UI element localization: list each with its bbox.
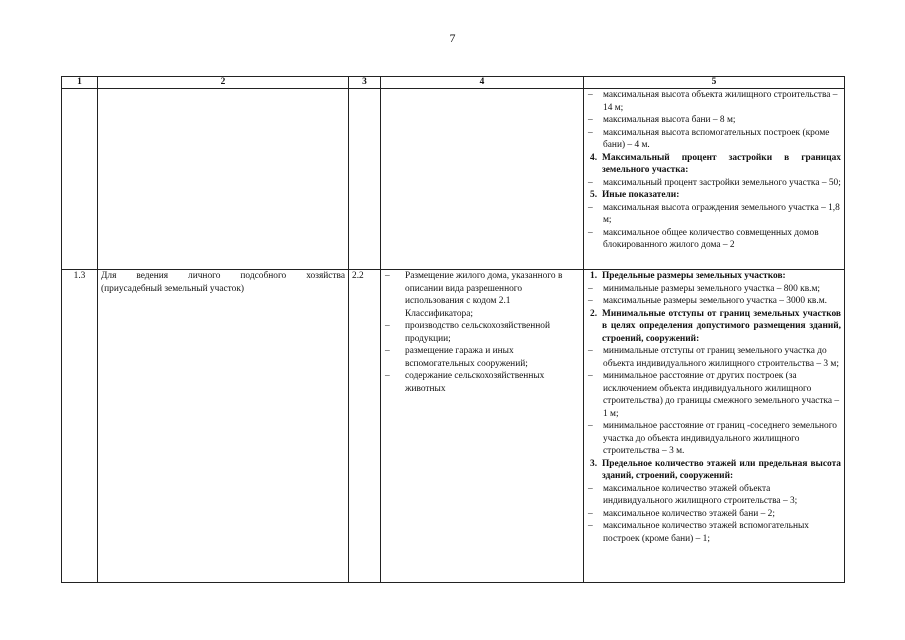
heading-number: 1. [590, 271, 598, 281]
page-number: 7 [449, 31, 456, 45]
list-item [587, 345, 841, 370]
list-item [587, 483, 841, 508]
parameter-heading [587, 308, 841, 346]
cell-empty-4 [381, 89, 584, 270]
cell-empty-2 [98, 89, 349, 270]
list-item [587, 89, 841, 114]
dash-bullet: – [588, 483, 593, 494]
header-col-5: 5 [584, 77, 845, 89]
header-col-2: 2 [98, 77, 349, 89]
heading-number: 2. [590, 308, 598, 319]
use-description-item [384, 320, 580, 345]
use-description-text: производство сельскохозяйственной продукции; [405, 321, 550, 344]
parameter-heading [587, 270, 841, 283]
list-item-text: максимальное количество этажей объекта индивидуального жилищного строительства – 3; [603, 483, 798, 506]
dash-bullet: – [588, 115, 593, 125]
dash-bullet: – [588, 127, 593, 138]
table-row-1-3 [62, 270, 845, 583]
dash-bullet: – [588, 521, 593, 531]
dash-bullet: – [588, 283, 593, 294]
dash-bullet: – [588, 177, 593, 188]
use-description-item [384, 345, 580, 370]
header-col-4: 4 [381, 77, 584, 89]
dash-bullet: – [385, 321, 390, 331]
dash-bullet: – [588, 346, 593, 356]
dash-bullet: – [385, 346, 390, 356]
header-col-1: 1 [62, 77, 98, 89]
list-item [587, 202, 841, 227]
use-description-text: Размещение жилого дома, указанного в описании вида разрешенного использования с кодом 2.1 Классификатора; [405, 271, 563, 319]
list-item-text: максимальное общее количество совмещенных домов блокированного жилого дома – 2 [603, 227, 819, 250]
list-item [587, 508, 841, 521]
dash-bullet: – [385, 271, 390, 281]
list-item [587, 370, 841, 420]
list-item-text: максимальная высота вспомогательных построек (кроме бани) – 4 м. [603, 127, 830, 150]
list-item [587, 114, 841, 127]
dash-bullet: – [588, 508, 593, 519]
land-use-name-line-1: Для ведения личного подсобного хозяйства [101, 271, 345, 281]
heading-text: Минимальные отступы от границ земельных участков в целях определения допустимого размещения зданий, строений, сооружений: [602, 308, 841, 344]
list-item-text: максимальная высота бани – 8 м; [603, 115, 736, 125]
dash-bullet: – [588, 202, 593, 213]
cell-empty-1 [62, 89, 98, 270]
use-description-item [384, 370, 580, 395]
dash-bullet: – [588, 90, 593, 100]
dash-bullet: – [588, 227, 593, 238]
use-description-text: размещение гаража и иных вспомогательных сооружений; [405, 346, 528, 369]
table-row-continuation [62, 89, 845, 270]
list-item [587, 127, 841, 152]
list-item [587, 520, 841, 545]
cell-parameters [584, 270, 845, 583]
list-item [587, 295, 841, 308]
table-header-row [62, 77, 845, 89]
heading-text: Предельные размеры земельных участков: [602, 271, 786, 281]
dash-bullet: – [385, 371, 390, 381]
list-item-text: максимальная высота ограждения земельного участка – 1,8 м; [603, 202, 840, 225]
row-number: 1.3 [62, 270, 98, 583]
land-use-name-line-2: (приусадебный земельный участок) [101, 283, 244, 294]
list-item-text: максимальное количество этажей вспомогательных построек (кроме бани) – 1; [603, 521, 809, 544]
land-use-description [381, 270, 584, 583]
classifier-code: 2.2 [349, 270, 381, 583]
use-description-item [384, 270, 580, 320]
list-item [587, 283, 841, 296]
list-item-text: максимальные размеры земельного участка – 3000 кв.м. [603, 296, 827, 306]
heading-number: 4. [590, 152, 598, 163]
header-col-3: 3 [349, 77, 381, 89]
list-item [587, 177, 841, 190]
use-description-text: содержание сельскохозяйственных животных [405, 371, 545, 394]
list-item-text: минимальные размеры земельного участка – 800 кв.м; [603, 283, 821, 294]
list-item-text: максимальная высота объекта жилищного строительства – 14 м; [603, 90, 838, 113]
list-item-text: максимальный процент застройки земельного участка – 50; [603, 177, 841, 188]
list-item-text: максимальное количество этажей бани – 2; [603, 508, 775, 519]
heading-text: Максимальный процент застройки в границах земельного участка: [602, 152, 841, 175]
dash-bullet: – [588, 421, 593, 431]
cell-empty-3 [349, 89, 381, 270]
zoning-table [61, 76, 845, 583]
list-item [587, 227, 841, 252]
dash-bullet: – [588, 296, 593, 306]
cell-parameters-continued [584, 89, 845, 270]
list-item [587, 420, 841, 458]
parameter-heading [587, 458, 841, 483]
heading-text: Предельное количество этажей или предельная высота зданий, строений, сооружений: [602, 458, 841, 481]
list-item-text: минимальное расстояние от других построек (за исключением объекта индивидуального жилищного строительства) до границы смежного земельного участка – 1 м; [603, 371, 840, 419]
heading-number: 3. [590, 458, 598, 469]
heading-text: Иные показатели: [602, 190, 680, 200]
parameter-heading [587, 189, 841, 202]
parameter-heading [587, 152, 841, 177]
heading-number: 5. [590, 190, 598, 200]
list-item-text: минимальные отступы от границ земельного участка до объекта индивидуального жилищного строительства – 3 м; [603, 346, 839, 369]
dash-bullet: – [588, 371, 593, 381]
list-item-text: минимальное расстояние от границ -соседнего земельного участка до объекта индивидуального жилищного строительства – 3 м. [603, 421, 837, 456]
land-use-name [98, 270, 349, 583]
